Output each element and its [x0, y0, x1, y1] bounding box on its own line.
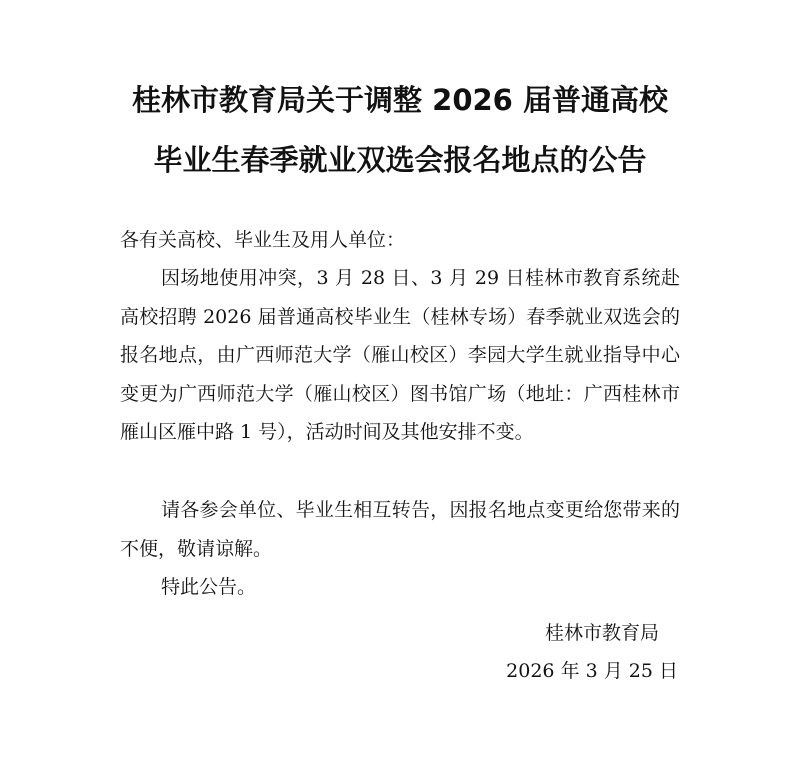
title-line-2: 毕业生春季就业双选会报名地点的公告 [153, 143, 647, 177]
signature-organization: 桂林市教育局 [544, 622, 659, 644]
signature-date: 2026 年 3 月 25 日 [506, 660, 678, 682]
paragraph-venue-change: 因场地使用冲突，3 月 28 日、3 月 29 日桂林市教育系统赴高校招聘 2026 届普通高校毕业生（桂林专场）春季就业双选会的报名地点，由广西师范大学（雁山校区）李园大学生就业指导中心变更为广西师范大学（雁山校区）图书馆广场（地址：广西桂林市雁山区雁中路 1 号），活动时间及其他安排不变。 [120, 267, 680, 443]
title-line-1: 桂林市教育局关于调整 2026 届普通高校 [132, 83, 668, 117]
paragraph-apology: 请各参会单位、毕业生相互转告，因报名地点变更给您带来的不便，敬请谅解。 [120, 499, 680, 560]
paragraph-closing: 特此公告。 [161, 576, 257, 598]
salutation: 各有关高校、毕业生及用人单位： [120, 229, 406, 251]
